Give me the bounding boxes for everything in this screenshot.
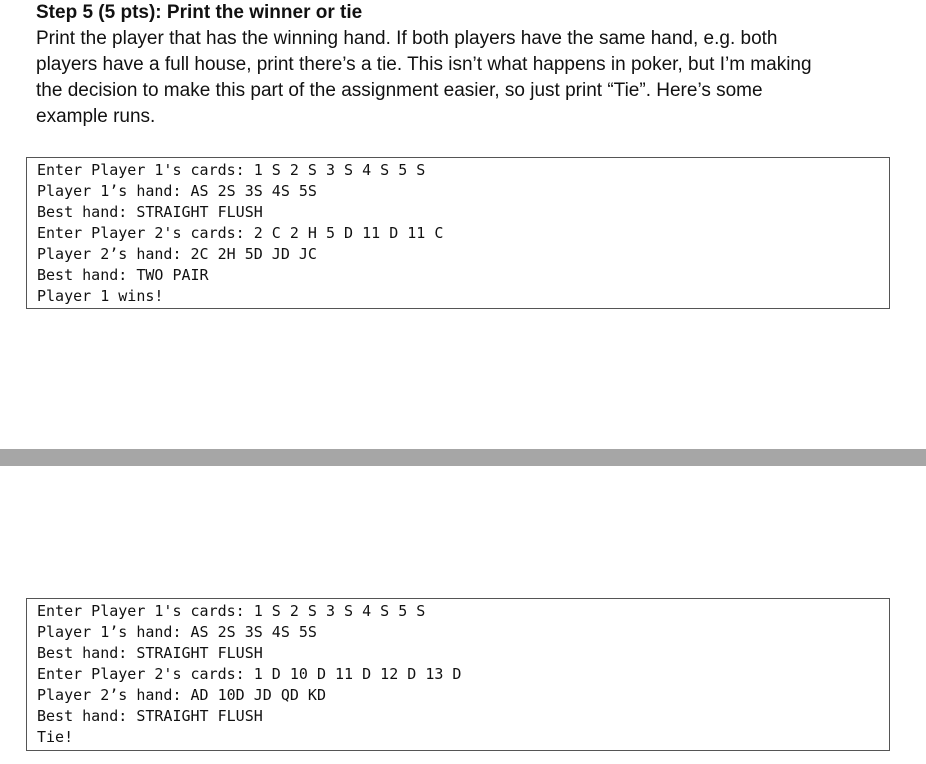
console-line: Best hand: STRAIGHT FLUSH — [37, 203, 263, 221]
console-line: Player 2’s hand: AD 10D JD QD KD — [37, 686, 326, 704]
paragraph-line: players have a full house, print there’s a tie. This isn’t what happens in poker, but I’m making — [36, 54, 812, 75]
paragraph-line: Print the player that has the winning hand. If both players have the same hand, e.g. both — [36, 28, 778, 49]
console-line: Tie! — [37, 728, 74, 746]
console-line: Enter Player 1's cards: 1 S 2 S 3 S 4 S 5 S — [37, 602, 426, 620]
step-heading: Step 5 (5 pts): Print the winner or tie — [36, 2, 363, 23]
paragraph-line: example runs. — [36, 106, 156, 127]
console-line: Enter Player 1's cards: 1 S 2 S 3 S 4 S 5 S — [37, 161, 426, 179]
console-line: Enter Player 2's cards: 2 C 2 H 5 D 11 D 11 C — [37, 224, 444, 242]
console-line: Best hand: TWO PAIR — [37, 266, 209, 284]
console-line: Player 1 wins! — [37, 287, 164, 305]
console-line: Best hand: STRAIGHT FLUSH — [37, 707, 263, 725]
instructions-paragraph — [36, 26, 886, 130]
console-line: Player 1’s hand: AS 2S 3S 4S 5S — [37, 623, 317, 641]
paragraph-line: the decision to make this part of the assignment easier, so just print “Tie”. Here’s some — [36, 80, 763, 101]
console-line: Player 2’s hand: 2C 2H 5D JD JC — [37, 245, 317, 263]
console-line: Best hand: STRAIGHT FLUSH — [37, 644, 263, 662]
page-break-divider — [0, 449, 926, 466]
console-line: Enter Player 2's cards: 1 D 10 D 11 D 12 D 13 D — [37, 665, 462, 683]
example-run-2-box — [26, 598, 890, 751]
console-line: Player 1’s hand: AS 2S 3S 4S 5S — [37, 182, 317, 200]
example-run-1-box — [26, 157, 890, 309]
